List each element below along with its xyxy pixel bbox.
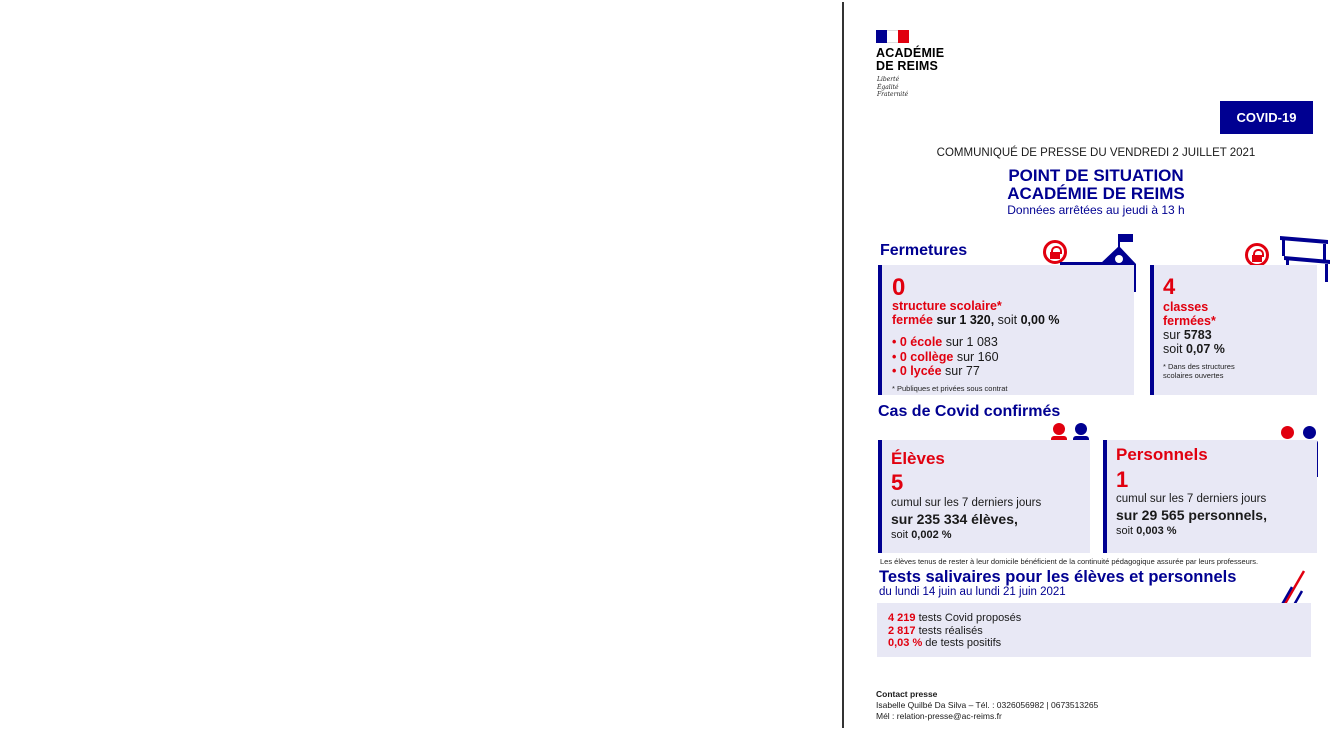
classes-total: 5783 xyxy=(1183,328,1212,342)
republic-motto xyxy=(877,76,908,99)
title-line-2: ACADÉMIE DE REIMS xyxy=(1007,184,1185,203)
structures-footnote: * Publiques et privées sous contrat xyxy=(892,384,1008,393)
list-item xyxy=(888,637,1021,650)
classes-soit-prefix: soit xyxy=(1163,342,1183,356)
press-contact xyxy=(876,689,1098,722)
classes-sur-prefix: sur xyxy=(1163,328,1181,342)
personnels-percent xyxy=(1116,525,1177,537)
french-flag-icon xyxy=(876,30,909,43)
personnels-card xyxy=(1103,440,1317,553)
eleves-card xyxy=(878,440,1090,553)
cas-covid-heading: Cas de Covid confirmés xyxy=(878,403,1061,420)
list-item xyxy=(888,625,1021,638)
tests-heading: Tests salivaires pour les élèves et personnels xyxy=(879,568,1237,586)
eleves-percent xyxy=(891,529,952,541)
classes-card xyxy=(1150,265,1317,395)
classes-label-line1: classes xyxy=(1163,300,1209,314)
page-title xyxy=(876,167,1316,203)
classes-footnote-line1: * Dans des structures xyxy=(1163,362,1235,371)
motto-liberte: Liberté xyxy=(877,76,900,83)
classes-footnote-line2: scolaires ouvertes xyxy=(1163,370,1224,380)
tests-positifs-value: 0,03 % xyxy=(888,637,923,649)
eleves-label: Élèves xyxy=(891,449,945,468)
classes-label-line2: fermées* xyxy=(1163,314,1216,328)
contact-email: Mél : relation-presse@ac-reims.fr xyxy=(876,711,1002,721)
logo-line-1: ACADÉMIE xyxy=(876,46,945,60)
tests-proposes-text: tests Covid proposés xyxy=(915,612,1022,624)
college-count: • 0 collège xyxy=(892,349,954,364)
eleves-soit-value: 0,002 % xyxy=(911,529,952,541)
contact-phone: Isabelle Quilbé Da Silva – Tél. : 0326056982 | 0673513265 xyxy=(876,700,1099,710)
personnels-cumul: cumul sur les 7 derniers jours xyxy=(1116,493,1267,505)
lycee-total: sur 77 xyxy=(941,364,980,378)
structures-breakdown xyxy=(892,335,999,379)
personnels-soit-prefix: soit xyxy=(1116,525,1134,537)
logo-line-2: DE REIMS xyxy=(876,59,939,73)
tests-card xyxy=(877,603,1311,657)
structures-soit: soit xyxy=(997,313,1018,327)
tests-positifs-text: de tests positifs xyxy=(922,637,1002,649)
page-divider xyxy=(842,2,844,728)
lycee-count: • 0 lycée xyxy=(892,364,942,378)
structures-closed-count: 0 xyxy=(892,274,906,301)
tests-realises-text: tests réalisés xyxy=(915,624,983,637)
structures-label-line2: fermée xyxy=(892,313,933,327)
list-item xyxy=(888,612,1021,625)
college-total: sur 160 xyxy=(953,349,999,364)
eleves-cumul: cumul sur les 7 derniers jours xyxy=(891,497,1042,509)
classes-percent: 0,07 % xyxy=(1185,342,1225,356)
covid-badge: COVID-19 xyxy=(1220,101,1313,134)
eleves-count: 5 xyxy=(891,470,904,495)
tests-realises-value: 2 817 xyxy=(888,624,916,637)
continuity-note: Les élèves tenus de rester à leur domicile bénéficient de la continuité pédagogique assurée par leurs professeurs. xyxy=(880,557,1259,566)
tests-period: du lundi 14 juin au lundi 21 juin 2021 xyxy=(879,586,1066,598)
structures-label-line1: structure scolaire* xyxy=(892,299,1002,313)
data-cutoff-subtitle: Données arrêtées au jeudi à 13 h xyxy=(1007,203,1185,217)
personnels-soit-value: 0,003 % xyxy=(1136,525,1177,537)
title-line-1: POINT DE SITUATION xyxy=(1008,166,1184,185)
fermetures-heading: Fermetures xyxy=(880,242,968,259)
list-item xyxy=(892,335,999,350)
eleves-soit-prefix: soit xyxy=(891,529,909,541)
tests-proposes-value: 4 219 xyxy=(888,612,916,624)
personnels-total: sur 29 565 personnels, xyxy=(1116,507,1267,523)
ecole-count: • 0 école xyxy=(892,335,943,349)
ecole-total: sur 1 083 xyxy=(942,335,998,349)
personnels-label: Personnels xyxy=(1116,445,1208,464)
contact-heading: Contact presse xyxy=(876,689,938,699)
press-release-date: COMMUNIQUÉ DE PRESSE DU VENDREDI 2 JUILLET 2021 xyxy=(936,147,1256,159)
structures-total: sur 1 320, xyxy=(936,313,995,327)
structures-card xyxy=(878,265,1134,395)
structures-label xyxy=(892,299,1060,327)
tests-list xyxy=(888,612,1021,650)
personnels-count: 1 xyxy=(1116,467,1129,492)
list-item xyxy=(892,364,999,379)
motto-egalite: Égalité xyxy=(877,83,899,91)
structures-percent: 0,00 % xyxy=(1020,313,1060,327)
academie-logo-text xyxy=(876,47,944,73)
classes-footnote xyxy=(1163,363,1235,380)
motto-fraternite: Fraternité xyxy=(877,91,909,98)
eleves-total: sur 235 334 élèves, xyxy=(891,511,1018,527)
classes-closed-count: 4 xyxy=(1163,274,1176,299)
list-item xyxy=(892,350,999,365)
classes-label xyxy=(1163,300,1225,356)
